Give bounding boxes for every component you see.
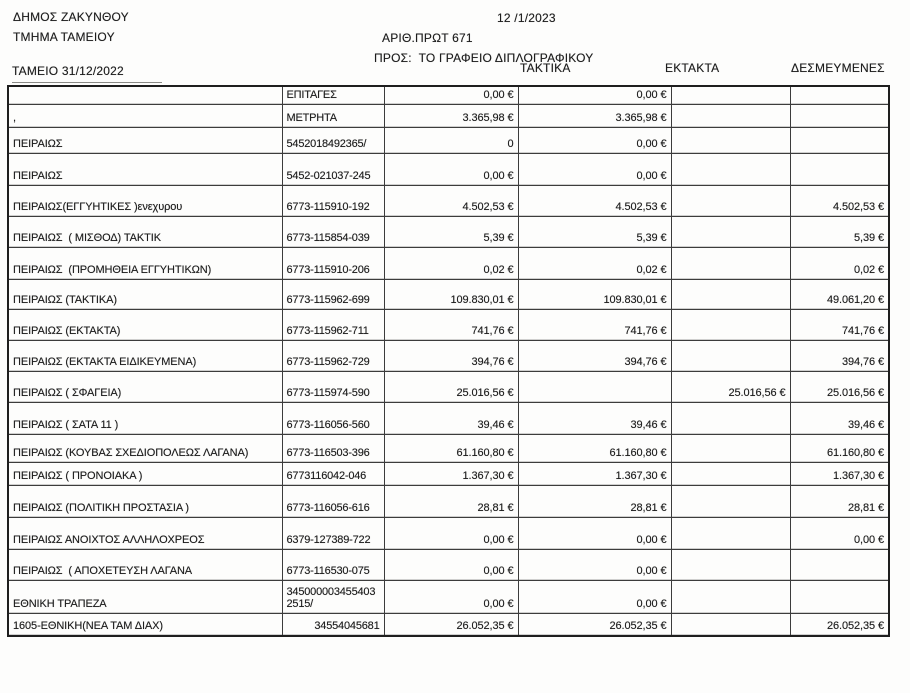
amount-cell-ektakta <box>671 104 790 127</box>
amount-cell-ektakta <box>671 153 790 185</box>
amount-cell-taktika: 0,00 € <box>518 127 671 153</box>
amount-cell-desmeymenes: 1.367,30 € <box>790 462 889 485</box>
column-header-desmeymenes: ΔΕΣΜΕΥΜΕΝΕΣ <box>791 61 885 75</box>
amount-cell-col1: 741,76 € <box>384 309 518 340</box>
table-row <box>8 485 889 517</box>
table-row <box>8 153 889 185</box>
account-number-cell: 6773-115854-039 <box>282 216 384 247</box>
amount-cell-col1: 25.016,56 € <box>384 371 518 402</box>
amount-cell-desmeymenes: 0,02 € <box>790 247 889 279</box>
amount-cell-taktika <box>518 371 671 402</box>
amount-cell-col1: 26.052,35 € <box>384 613 518 636</box>
bank-name-cell: ΠΕΙΡΑΙΩΣ (ΠΡΟΜΗΘΕΙΑ ΕΓΓΥΗΤΙΚΩΝ) <box>8 247 282 279</box>
department-name: ΤΜΗΜΑ ΤΑΜΕΙΟΥ <box>13 30 115 44</box>
table-row <box>8 462 889 485</box>
amount-cell-ektakta <box>671 549 790 580</box>
amount-cell-taktika: 1.367,30 € <box>518 462 671 485</box>
table-row <box>8 371 889 402</box>
amount-cell-desmeymenes: 49.061,20 € <box>790 279 889 309</box>
amount-cell-col1: 0,02 € <box>384 247 518 279</box>
amount-cell-ektakta <box>671 485 790 517</box>
amount-cell-desmeymenes: 39,46 € <box>790 402 889 434</box>
amount-cell-ektakta <box>671 462 790 485</box>
amount-cell-desmeymenes <box>790 127 889 153</box>
bank-name-cell: ΠΕΙΡΑΙΩΣ ( ΣΦΑΓΕΙΑ) <box>8 371 282 402</box>
account-number-cell: 6773-115910-192 <box>282 185 384 216</box>
table-row <box>8 613 889 636</box>
table-row <box>8 434 889 462</box>
protocol-number: ΑΡΙΘ.ΠΡΩΤ 671 <box>382 31 473 45</box>
account-number-cell: 6773-115910-206 <box>282 247 384 279</box>
amount-cell-taktika: 0,00 € <box>518 549 671 580</box>
column-header-taktika: ΤΑΚΤΙΚΑ <box>520 61 571 75</box>
table-row <box>8 402 889 434</box>
organization-name: ΔΗΜΟΣ ΖΑΚΥΝΘΟΥ <box>13 10 129 24</box>
amount-cell-desmeymenes: 741,76 € <box>790 309 889 340</box>
amount-cell-col1: 61.160,80 € <box>384 434 518 462</box>
amount-cell-col1: 0 <box>384 127 518 153</box>
bank-name-cell: ΠΕΙΡΑΙΩΣ ( ΠΡΟΝΟΙΑΚΑ ) <box>8 462 282 485</box>
amount-cell-desmeymenes: 26.052,35 € <box>790 613 889 636</box>
amount-cell-ektakta: 25.016,56 € <box>671 371 790 402</box>
amount-cell-taktika: 28,81 € <box>518 485 671 517</box>
amount-cell-col1: 4.502,53 € <box>384 185 518 216</box>
bank-name-cell <box>8 86 282 104</box>
amount-cell-taktika: 61.160,80 € <box>518 434 671 462</box>
amount-cell-ektakta <box>671 309 790 340</box>
amount-cell-taktika: 394,76 € <box>518 340 671 371</box>
account-number-cell: 34554045681 <box>282 613 384 636</box>
amount-cell-col1: 0,00 € <box>384 580 518 613</box>
table-row <box>8 216 889 247</box>
document-date: 12 /1/2023 <box>497 11 556 25</box>
amount-cell-desmeymenes: 0,00 € <box>790 517 889 549</box>
account-number-cell: 6773-116503-396 <box>282 434 384 462</box>
bank-name-cell: ΠΕΙΡΑΙΩΣ (ΚΟΥΒΑΣ ΣΧΕΔΙΟΠΟΛΕΩΣ ΛΑΓΑΝΑ) <box>8 434 282 462</box>
amount-cell-taktika: 39,46 € <box>518 402 671 434</box>
amount-cell-ektakta <box>671 127 790 153</box>
account-number-cell: 5452-021037-245 <box>282 153 384 185</box>
statement-title: ΤΑΜΕΙΟ 31/12/2022 <box>12 64 162 83</box>
table-row <box>8 279 889 309</box>
amount-cell-ektakta <box>671 613 790 636</box>
amount-cell-col1: 0,00 € <box>384 549 518 580</box>
amount-cell-desmeymenes: 25.016,56 € <box>790 371 889 402</box>
bank-name-cell: , <box>8 104 282 127</box>
table-row <box>8 127 889 153</box>
amount-cell-desmeymenes <box>790 580 889 613</box>
amount-cell-ektakta <box>671 402 790 434</box>
amount-cell-taktika: 4.502,53 € <box>518 185 671 216</box>
bank-name-cell: ΠΕΙΡΑΙΩΣ (ΕΚΤΑΚΤΑ) <box>8 309 282 340</box>
amount-cell-desmeymenes: 28,81 € <box>790 485 889 517</box>
account-number-cell: 6773-115962-729 <box>282 340 384 371</box>
bank-name-cell: ΠΕΙΡΑΙΩΣ (ΠΟΛΙΤΙΚΗ ΠΡΟΣΤΑΣΙΑ ) <box>8 485 282 517</box>
table-row <box>8 340 889 371</box>
amount-cell-ektakta <box>671 434 790 462</box>
amount-cell-col1: 39,46 € <box>384 402 518 434</box>
amount-cell-taktika: 5,39 € <box>518 216 671 247</box>
amount-cell-col1: 0,00 € <box>384 517 518 549</box>
table-row <box>8 247 889 279</box>
amount-cell-taktika: 3.365,98 € <box>518 104 671 127</box>
amount-cell-col1: 394,76 € <box>384 340 518 371</box>
amount-cell-col1: 3.365,98 € <box>384 104 518 127</box>
bank-name-cell: ΠΕΙΡΑΙΩΣ ΑΝΟΙΧΤΟΣ ΑΛΛΗΛΟΧΡΕΟΣ <box>8 517 282 549</box>
bank-name-cell: ΠΕΙΡΑΙΩΣ ( ΜΙΣΘΟΔ) ΤΑΚΤΙΚ <box>8 216 282 247</box>
amount-cell-taktika: 741,76 € <box>518 309 671 340</box>
amount-cell-desmeymenes: 4.502,53 € <box>790 185 889 216</box>
bank-name-cell: ΠΕΙΡΑΙΩΣ (ΕΚΤΑΚΤΑ ΕΙΔΙΚΕΥΜΕΝΑ) <box>8 340 282 371</box>
bank-name-cell: ΠΕΙΡΑΙΩΣ <box>8 127 282 153</box>
amount-cell-desmeymenes <box>790 104 889 127</box>
table-row <box>8 309 889 340</box>
amount-cell-desmeymenes: 394,76 € <box>790 340 889 371</box>
account-number-cell: 5452018492365/ <box>282 127 384 153</box>
account-number-cell: 6773-116056-616 <box>282 485 384 517</box>
table-row <box>8 549 889 580</box>
amount-cell-col1: 0,00 € <box>384 86 518 104</box>
amount-cell-desmeymenes <box>790 86 889 104</box>
account-number-cell: 6773116042-046 <box>282 462 384 485</box>
amount-cell-col1: 109.830,01 € <box>384 279 518 309</box>
amount-cell-ektakta <box>671 580 790 613</box>
amount-cell-desmeymenes <box>790 153 889 185</box>
amount-cell-desmeymenes: 61.160,80 € <box>790 434 889 462</box>
amount-cell-col1: 0,00 € <box>384 153 518 185</box>
bank-name-cell: 1605-ΕΘΝΙΚΗ(ΝΕΑ ΤΑΜ ΔΙΑΧ) <box>8 613 282 636</box>
bank-name-cell: ΠΕΙΡΑΙΩΣ ( ΣΑΤΑ 11 ) <box>8 402 282 434</box>
table-row <box>8 580 889 613</box>
account-number-cell: 6773-115962-711 <box>282 309 384 340</box>
amount-cell-desmeymenes <box>790 549 889 580</box>
amount-cell-ektakta <box>671 86 790 104</box>
account-number-cell: 6773-116530-075 <box>282 549 384 580</box>
column-header-ektakta: ΕΚΤΑΚΤΑ <box>665 61 720 75</box>
amount-cell-ektakta <box>671 517 790 549</box>
amount-cell-taktika: 109.830,01 € <box>518 279 671 309</box>
amount-cell-taktika: 0,00 € <box>518 86 671 104</box>
account-number-cell: 6773-115962-699 <box>282 279 384 309</box>
treasury-balance-table <box>7 85 890 637</box>
amount-cell-col1: 5,39 € <box>384 216 518 247</box>
amount-cell-taktika: 0,00 € <box>518 580 671 613</box>
amount-cell-desmeymenes: 5,39 € <box>790 216 889 247</box>
bank-name-cell: ΕΘΝΙΚΗ ΤΡΑΠΕΖΑ <box>8 580 282 613</box>
bank-name-cell: ΠΕΙΡΑΙΩΣ(ΕΓΓΥΗΤΙΚΕΣ )ενεχυρου <box>8 185 282 216</box>
account-number-cell: 6773-115974-590 <box>282 371 384 402</box>
amount-cell-taktika: 0,00 € <box>518 517 671 549</box>
amount-cell-ektakta <box>671 185 790 216</box>
table-row <box>8 517 889 549</box>
amount-cell-taktika: 26.052,35 € <box>518 613 671 636</box>
amount-cell-ektakta <box>671 247 790 279</box>
account-number-cell: ΜΕΤΡΗΤΑ <box>282 104 384 127</box>
amount-cell-taktika: 0,02 € <box>518 247 671 279</box>
bank-name-cell: ΠΕΙΡΑΙΩΣ (ΤΑΚΤΙΚΑ) <box>8 279 282 309</box>
amount-cell-taktika: 0,00 € <box>518 153 671 185</box>
recipient-line: ΠΡΟΣ: ΤΟ ΓΡΑΦΕΙΟ ΔΙΠΛΟΓΡΑΦΙΚΟΥ <box>374 51 594 65</box>
account-number-cell: 6773-116056-560 <box>282 402 384 434</box>
treasury-table-body <box>8 86 889 636</box>
table-row <box>8 104 889 127</box>
table-row <box>8 86 889 104</box>
table-row <box>8 185 889 216</box>
bank-name-cell: ΠΕΙΡΑΙΩΣ ( ΑΠΟΧΕΤΕΥΣΗ ΛΑΓΑΝΑ <box>8 549 282 580</box>
bank-name-cell: ΠΕΙΡΑΙΩΣ <box>8 153 282 185</box>
amount-cell-ektakta <box>671 216 790 247</box>
amount-cell-col1: 28,81 € <box>384 485 518 517</box>
account-number-cell: 6379-127389-722 <box>282 517 384 549</box>
amount-cell-ektakta <box>671 279 790 309</box>
account-number-cell: ΕΠΙΤΑΓΕΣ <box>282 86 384 104</box>
amount-cell-col1: 1.367,30 € <box>384 462 518 485</box>
account-number-cell: 345000003455403 2515/ <box>282 580 384 613</box>
amount-cell-ektakta <box>671 340 790 371</box>
